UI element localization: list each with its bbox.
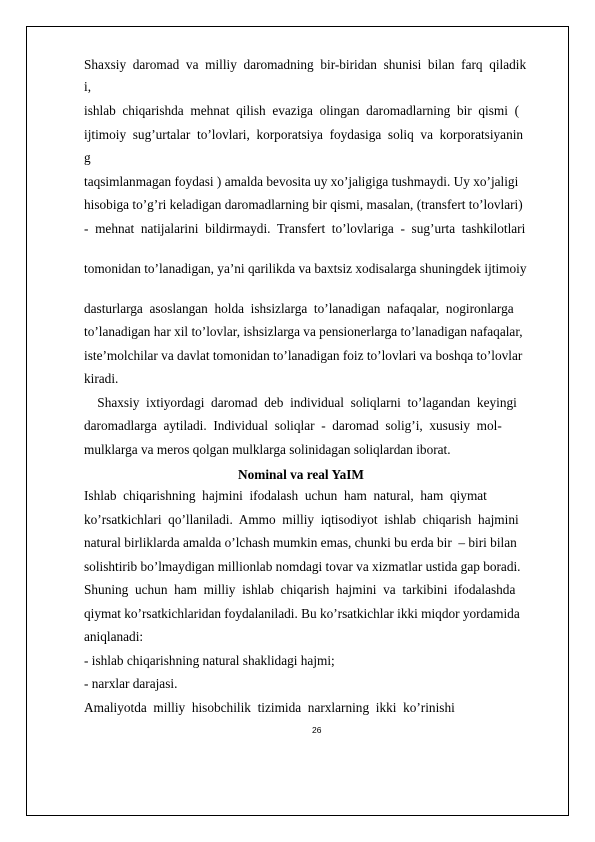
text-line: tomonidan to’lanadigan, ya’ni qarilikda va baxtsiz xodisalarga shuningdek ijtimoiy [84,261,527,276]
text-line: solishtirib bo’lmaydigan millionlab nomdagi tovar va xizmatlar ustida gap boradi. [84,559,521,574]
text-line: mulklarga va meros qolgan mulklarga solinidagan soliqlardan iborat. [84,442,451,457]
text-line: Amaliyotda milliy hisobchilik tizimida narxlarning ikki ko’rinishi [84,700,455,715]
text-line: qiymat ko’rsatkichlaridan foydalaniladi. Bu ko’rsatkichlar ikki miqdor yordamida [84,606,520,621]
text-line: Shaxsiy ixtiyordagi daromad deb individual soliqlarni to’lagandan keyingi [84,395,517,410]
text-line: daromadlarga aytiladi. Individual soliqlar - daromad solig’i, xususiy mol- [84,418,502,433]
section-heading: Nominal va real YaIM [238,467,364,482]
text-line: kiradi. [84,371,119,386]
text-line: i, [84,79,92,94]
text-line: Ishlab chiqarishning hajmini ifodalash uchun ham natural, ham qiymat [84,488,487,503]
text-line: iste’molchilar va davlat tomonidan to’lanadigan foiz to’lovlari va boshqa to’lovlar [84,348,523,363]
text-line: g [84,150,91,165]
text-line: - ishlab chiqarishning natural shaklidagi hajmi; [84,653,335,668]
text-line: ishlab chiqarishda mehnat qilish evaziga olingan daromadlarning bir qismi ( [84,103,519,118]
text-line: dasturlarga asoslangan holda ishsizlarga to’lanadigan nafaqalar, nogironlarga [84,301,514,316]
text-line: to’lanadigan har xil to’lovlar, ishsizlarga va pensionerlarga to’lanadigan nafaqalar, [84,324,523,339]
text-line: - mehnat natijalarini bildirmaydi. Transfert to’lovlariga - sug’urta tashkilotlari [84,221,526,236]
text-line: hisobiga to’g’ri keladigan daromadlarning bir qismi, masalan, (transfert to’lovlari) [84,197,523,212]
page-number: 26 [312,725,322,735]
text-line: - narxlar darajasi. [84,676,178,691]
text-line: ko’rsatkichlari qo’llaniladi. Ammo milliy iqtisodiyot ishlab chiqarish hajmini [84,512,519,527]
text-line: aniqlanadi: [84,629,144,644]
text-line: natural birliklarda amalda o’lchash mumkin emas, chunki bu erda bir – biri bilan [84,535,517,550]
text-line: taqsimlanmagan foydasi ) amalda bevosita uy xo’jaligiga tushmaydi. Uy xo’jaligi [84,174,519,189]
text-line: ijtimoiy sug’urtalar to’lovlari, korporatsiya foydasiga soliq va korporatsiyanin [84,127,524,142]
text-line: Shaxsiy daromad va milliy daromadning bir-biridan shunisi bilan farq qiladik [84,57,527,72]
text-line: Shuning uchun ham milliy ishlab chiqarish hajmini va tarkibini ifodalashda [84,582,516,597]
